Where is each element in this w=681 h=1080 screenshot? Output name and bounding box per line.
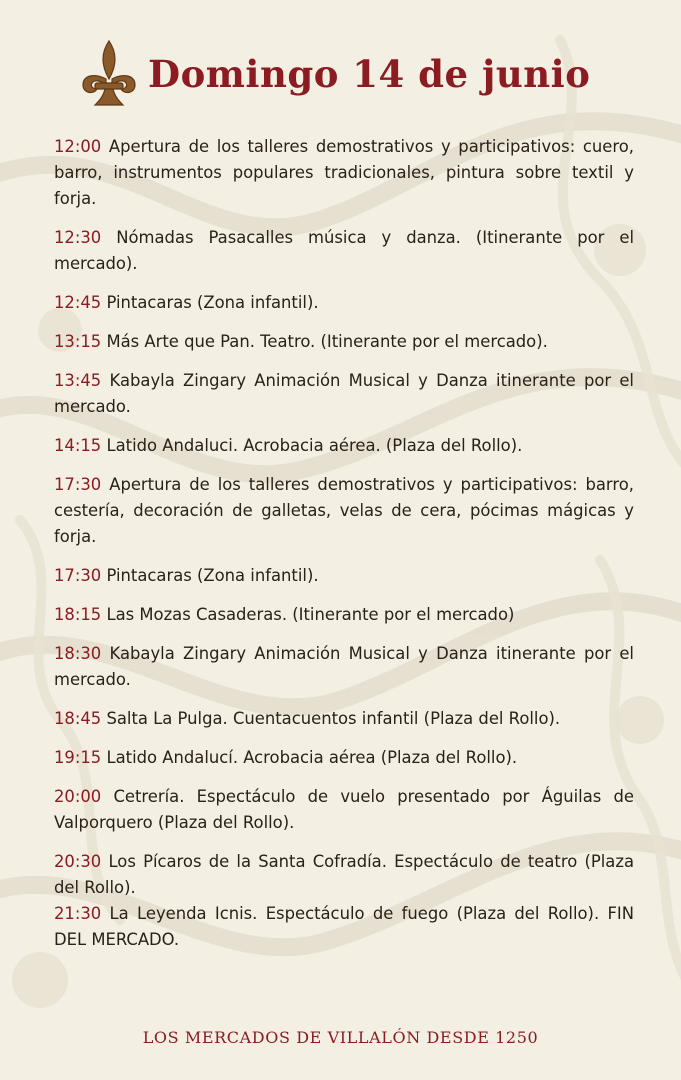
entry-time: 19:15 <box>54 748 102 767</box>
schedule-entry <box>54 602 634 628</box>
entry-text: Los Pícaros de la Santa Cofradía. Espectáculo de teatro (Plaza del Rollo). <box>54 852 634 897</box>
schedule-entry <box>54 433 634 459</box>
page-footer: LOS MERCADOS DE VILLALÓN DESDE 1250 <box>142 1028 539 1047</box>
entry-time: 13:15 <box>54 332 102 351</box>
entry-text: Apertura de los talleres demostrativos y participativos: cuero, barro, instrumentos populares tradicionales, pintura sobre textil y forja. <box>54 137 634 208</box>
schedule-entry <box>54 472 634 550</box>
schedule-entry <box>54 134 634 212</box>
schedule-entry <box>54 849 634 901</box>
schedule-entry <box>54 706 634 732</box>
entry-time: 12:30 <box>54 228 102 247</box>
schedule-entry <box>54 563 634 589</box>
schedule-entry <box>54 368 634 420</box>
fleur-de-lis-icon <box>78 39 140 109</box>
schedule-entry <box>54 641 634 693</box>
entry-time: 17:30 <box>54 475 102 494</box>
entry-time: 17:30 <box>54 566 102 585</box>
entry-time: 18:30 <box>54 644 102 663</box>
entry-text: Kabayla Zingary Animación Musical y Danza itinerante por el mercado. <box>54 371 634 416</box>
entry-text: Kabayla Zingary Animación Musical y Danza itinerante por el mercado. <box>54 644 634 689</box>
schedule-entry <box>54 784 634 836</box>
entry-text: Más Arte que Pan. Teatro. (Itinerante por el mercado). <box>106 332 548 351</box>
entry-text: Apertura de los talleres demostrativos y participativos: barro, cestería, decoración de galletas, velas de cera, pócimas mágicas y forja. <box>54 475 634 546</box>
entry-time: 20:30 <box>54 852 102 871</box>
entry-text: Las Mozas Casaderas. (Itinerante por el mercado) <box>106 605 515 624</box>
entry-text: Pintacaras (Zona infantil). <box>106 293 319 312</box>
entry-text: Latido Andalucí. Acrobacia aérea (Plaza del Rollo). <box>106 748 518 767</box>
schedule-entry <box>54 901 634 953</box>
entry-text: Nómadas Pasacalles música y danza. (Itinerante por el mercado). <box>54 228 634 273</box>
entry-time: 12:00 <box>54 137 102 156</box>
entry-time: 18:45 <box>54 709 102 728</box>
page-title: Domingo 14 de junio <box>148 51 591 96</box>
schedule-entry <box>54 225 634 277</box>
entry-text: Salta La Pulga. Cuentacuentos infantil (Plaza del Rollo). <box>106 709 561 728</box>
schedule-entry <box>54 329 634 355</box>
entry-text: Cetrería. Espectáculo de vuelo presentado por Águilas de Valporquero (Plaza del Rollo). <box>54 787 634 832</box>
entry-time: 14:15 <box>54 436 102 455</box>
schedule-entry <box>54 290 634 316</box>
entry-text: Pintacaras (Zona infantil). <box>106 566 319 585</box>
entry-time: 13:45 <box>54 371 102 390</box>
schedule-list <box>54 134 634 966</box>
entry-time: 18:15 <box>54 605 102 624</box>
entry-time: 12:45 <box>54 293 102 312</box>
schedule-entry <box>54 745 634 771</box>
page-header <box>78 38 590 110</box>
entry-text: Latido Andaluci. Acrobacia aérea. (Plaza del Rollo). <box>106 436 523 455</box>
entry-time: 20:00 <box>54 787 102 806</box>
entry-text: La Leyenda Icnis. Espectáculo de fuego (Plaza del Rollo). FIN DEL MERCADO. <box>54 904 634 949</box>
entry-time: 21:30 <box>54 904 102 923</box>
